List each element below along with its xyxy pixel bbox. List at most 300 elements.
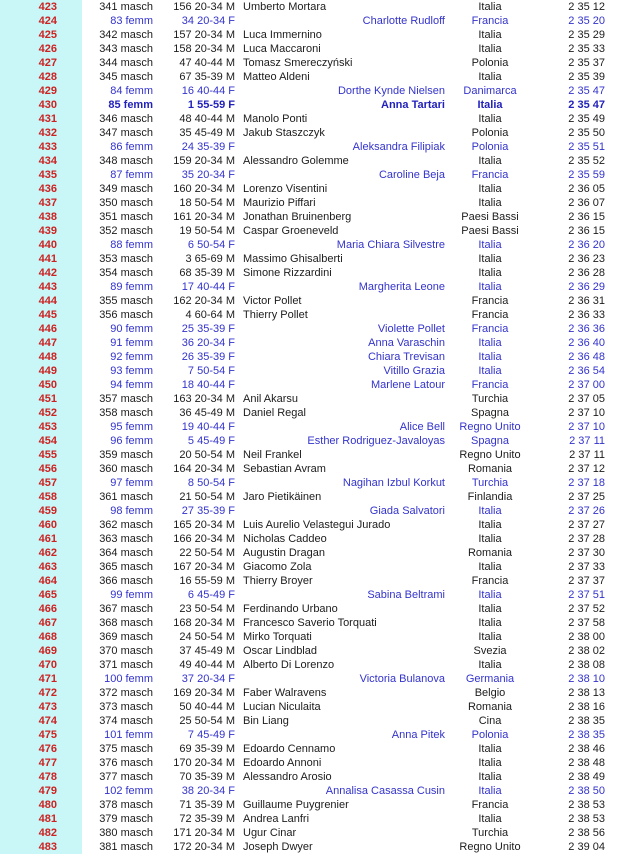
finish-time: 2 38 00 bbox=[568, 631, 605, 643]
athlete-name: Mirko Torquati bbox=[243, 631, 312, 643]
table-row bbox=[0, 378, 618, 392]
age-category-rank: 16 55-59 M bbox=[179, 575, 235, 587]
table-row bbox=[0, 490, 618, 504]
athlete-name: Maurizio Piffari bbox=[243, 197, 316, 209]
country: Italia bbox=[478, 351, 502, 363]
athlete-name: Joseph Dwyer bbox=[243, 841, 313, 853]
table-row bbox=[0, 266, 618, 280]
finish-time: 2 37 58 bbox=[568, 617, 605, 629]
overall-position: 439 bbox=[38, 225, 57, 237]
athlete-name: Violette Pollet bbox=[377, 323, 445, 335]
gender-rank-group: 95 femm bbox=[110, 421, 153, 433]
athlete-name: Neil Frankel bbox=[243, 449, 302, 461]
table-row bbox=[0, 742, 618, 756]
country: Paesi Bassi bbox=[461, 211, 519, 223]
table-row bbox=[0, 154, 618, 168]
gender-rank-group: 368 masch bbox=[99, 617, 153, 629]
table-row bbox=[0, 420, 618, 434]
finish-time: 2 36 15 bbox=[568, 225, 605, 237]
table-row bbox=[0, 350, 618, 364]
age-category-rank: 21 50-54 M bbox=[179, 491, 235, 503]
table-row bbox=[0, 364, 618, 378]
country: Italia bbox=[478, 43, 502, 55]
athlete-name: Matteo Aldeni bbox=[243, 71, 310, 83]
age-category-rank: 164 20-34 M bbox=[173, 463, 235, 475]
table-row bbox=[0, 336, 618, 350]
table-row bbox=[0, 686, 618, 700]
gender-rank-group: 350 masch bbox=[99, 197, 153, 209]
athlete-name: Ugur Cinar bbox=[243, 827, 297, 839]
overall-position: 478 bbox=[38, 771, 57, 783]
athlete-name: Alberto Di Lorenzo bbox=[243, 659, 335, 671]
gender-rank-group: 98 femm bbox=[110, 505, 153, 517]
overall-position: 480 bbox=[38, 799, 57, 811]
table-row bbox=[0, 602, 618, 616]
country: Turchia bbox=[471, 477, 509, 489]
age-category-rank: 6 45-49 F bbox=[187, 589, 235, 601]
athlete-name: Francesco Saverio Torquati bbox=[243, 617, 377, 629]
age-category-rank: 36 20-34 F bbox=[181, 337, 235, 349]
athlete-name: Dorthe Kynde Nielsen bbox=[337, 85, 445, 97]
athlete-name: Tomasz Smereczyński bbox=[243, 57, 353, 69]
table-row bbox=[0, 616, 618, 630]
gender-rank-group: 377 masch bbox=[99, 771, 153, 783]
athlete-name: Simone Rizzardini bbox=[243, 267, 332, 279]
gender-rank-group: 102 femm bbox=[104, 785, 153, 797]
gender-rank-group: 353 masch bbox=[99, 253, 153, 265]
gender-rank-group: 344 masch bbox=[99, 57, 153, 69]
gender-rank-group: 374 masch bbox=[99, 715, 153, 727]
gender-rank-group: 349 masch bbox=[99, 183, 153, 195]
finish-time: 2 36 29 bbox=[568, 281, 605, 293]
table-row bbox=[0, 784, 618, 798]
overall-position: 462 bbox=[38, 547, 57, 559]
finish-time: 2 35 29 bbox=[568, 29, 605, 41]
gender-rank-group: 364 masch bbox=[99, 547, 153, 559]
finish-time: 2 36 54 bbox=[568, 365, 605, 377]
finish-time: 2 36 36 bbox=[568, 323, 605, 335]
age-category-rank: 5 45-49 F bbox=[187, 435, 235, 447]
overall-position: 435 bbox=[38, 169, 57, 181]
gender-rank-group: 345 masch bbox=[99, 71, 153, 83]
country: Spagna bbox=[471, 435, 509, 447]
country: Italia bbox=[478, 29, 502, 41]
gender-rank-group: 346 masch bbox=[99, 113, 153, 125]
age-category-rank: 17 40-44 F bbox=[181, 281, 235, 293]
gender-rank-group: 361 masch bbox=[99, 491, 153, 503]
finish-time: 2 35 59 bbox=[568, 169, 605, 181]
gender-rank-group: 96 femm bbox=[110, 435, 153, 447]
finish-time: 2 35 47 bbox=[568, 85, 605, 97]
age-category-rank: 169 20-34 M bbox=[173, 687, 235, 699]
country: Italia bbox=[478, 743, 502, 755]
athlete-name: Aleksandra Filipiak bbox=[352, 141, 445, 153]
table-row bbox=[0, 812, 618, 826]
age-category-rank: 172 20-34 M bbox=[173, 841, 235, 853]
table-row bbox=[0, 826, 618, 840]
age-category-rank: 168 20-34 M bbox=[173, 617, 235, 629]
table-row bbox=[0, 644, 618, 658]
age-category-rank: 171 20-34 M bbox=[173, 827, 235, 839]
country: Italia bbox=[478, 281, 502, 293]
table-row bbox=[0, 392, 618, 406]
country: Italia bbox=[478, 659, 502, 671]
gender-rank-group: 90 femm bbox=[110, 323, 153, 335]
overall-position: 431 bbox=[38, 113, 57, 125]
finish-time: 2 38 13 bbox=[568, 687, 605, 699]
table-row bbox=[0, 308, 618, 322]
country: Italia bbox=[478, 505, 502, 517]
table-row bbox=[0, 700, 618, 714]
table-row bbox=[0, 182, 618, 196]
gender-rank-group: 83 femm bbox=[110, 15, 153, 27]
age-category-rank: 157 20-34 M bbox=[173, 29, 235, 41]
overall-position: 444 bbox=[38, 295, 57, 307]
country: Italia bbox=[478, 183, 502, 195]
overall-position: 440 bbox=[38, 239, 57, 251]
gender-rank-group: 372 masch bbox=[99, 687, 153, 699]
age-category-rank: 162 20-34 M bbox=[173, 295, 235, 307]
age-category-rank: 159 20-34 M bbox=[173, 155, 235, 167]
finish-time: 2 35 50 bbox=[568, 127, 605, 139]
overall-position: 455 bbox=[38, 449, 57, 461]
gender-rank-group: 378 masch bbox=[99, 799, 153, 811]
country: Francia bbox=[471, 323, 509, 335]
finish-time: 2 37 10 bbox=[568, 421, 605, 433]
overall-position: 447 bbox=[38, 337, 57, 349]
gender-rank-group: 376 masch bbox=[99, 757, 153, 769]
finish-time: 2 37 11 bbox=[569, 435, 605, 447]
table-row bbox=[0, 98, 618, 112]
gender-rank-group: 354 masch bbox=[99, 267, 153, 279]
table-row bbox=[0, 756, 618, 770]
finish-time: 2 35 39 bbox=[568, 71, 605, 83]
finish-time: 2 37 52 bbox=[568, 603, 605, 615]
table-row bbox=[0, 448, 618, 462]
country: Regno Unito bbox=[459, 421, 521, 433]
age-category-rank: 72 35-39 M bbox=[179, 813, 235, 825]
age-category-rank: 47 40-44 M bbox=[179, 57, 235, 69]
overall-position: 472 bbox=[38, 687, 57, 699]
age-category-rank: 20 50-54 M bbox=[179, 449, 235, 461]
table-row bbox=[0, 518, 618, 532]
overall-position: 441 bbox=[38, 253, 57, 265]
overall-position: 456 bbox=[38, 463, 57, 475]
age-category-rank: 7 50-54 F bbox=[187, 365, 235, 377]
gender-rank-group: 89 femm bbox=[110, 281, 153, 293]
overall-position: 482 bbox=[38, 827, 57, 839]
table-row bbox=[0, 238, 618, 252]
finish-time: 2 38 53 bbox=[568, 799, 605, 811]
finish-time: 2 38 49 bbox=[568, 771, 605, 783]
overall-position: 469 bbox=[38, 645, 57, 657]
gender-rank-group: 348 masch bbox=[99, 155, 153, 167]
athlete-name: Luis Aurelio Velastegui Jurado bbox=[243, 519, 391, 531]
finish-time: 2 36 07 bbox=[568, 197, 605, 209]
finish-time: 2 37 30 bbox=[568, 547, 605, 559]
table-row bbox=[0, 84, 618, 98]
finish-time: 2 37 37 bbox=[568, 575, 605, 587]
age-category-rank: 16 40-44 F bbox=[181, 85, 235, 97]
country: Italia bbox=[478, 1, 502, 13]
overall-position: 430 bbox=[38, 99, 57, 111]
age-category-rank: 170 20-34 M bbox=[173, 757, 235, 769]
country: Regno Unito bbox=[459, 841, 521, 853]
table-row bbox=[0, 224, 618, 238]
finish-time: 2 37 05 bbox=[568, 393, 605, 405]
athlete-name: Thierry Broyer bbox=[243, 575, 313, 587]
age-category-rank: 8 50-54 F bbox=[187, 477, 235, 489]
overall-position: 442 bbox=[38, 267, 57, 279]
gender-rank-group: 347 masch bbox=[99, 127, 153, 139]
athlete-name: Caspar Groeneveld bbox=[243, 225, 339, 237]
age-category-rank: 23 50-54 M bbox=[179, 603, 235, 615]
overall-position: 470 bbox=[38, 659, 57, 671]
age-category-rank: 24 50-54 M bbox=[179, 631, 235, 643]
athlete-name: Ferdinando Urbano bbox=[243, 603, 338, 615]
gender-rank-group: 375 masch bbox=[99, 743, 153, 755]
overall-position: 445 bbox=[38, 309, 57, 321]
age-category-rank: 18 40-44 F bbox=[181, 379, 235, 391]
athlete-name: Annalisa Casassa Cusin bbox=[325, 785, 445, 797]
gender-rank-group: 100 femm bbox=[104, 673, 153, 685]
overall-position: 460 bbox=[38, 519, 57, 531]
overall-position: 432 bbox=[38, 127, 57, 139]
country: Germania bbox=[465, 673, 515, 685]
country: Italia bbox=[478, 785, 502, 797]
athlete-name: Vitillo Grazia bbox=[383, 365, 445, 377]
athlete-name: Alice Bell bbox=[399, 421, 445, 433]
age-category-rank: 36 45-49 M bbox=[179, 407, 235, 419]
athlete-name: Guillaume Puygrenier bbox=[243, 799, 349, 811]
gender-rank-group: 370 masch bbox=[99, 645, 153, 657]
finish-time: 2 36 33 bbox=[568, 309, 605, 321]
overall-position: 483 bbox=[38, 841, 57, 853]
gender-rank-group: 380 masch bbox=[99, 827, 153, 839]
overall-position: 427 bbox=[38, 57, 57, 69]
gender-rank-group: 379 masch bbox=[99, 813, 153, 825]
country: Italia bbox=[478, 197, 502, 209]
overall-position: 464 bbox=[38, 575, 57, 587]
overall-position: 481 bbox=[38, 813, 57, 825]
country: Polonia bbox=[471, 729, 509, 741]
age-category-rank: 35 45-49 M bbox=[179, 127, 235, 139]
table-row bbox=[0, 574, 618, 588]
athlete-name: Giada Salvatori bbox=[369, 505, 445, 517]
country: Romania bbox=[467, 463, 513, 475]
table-row bbox=[0, 14, 618, 28]
overall-position: 465 bbox=[38, 589, 57, 601]
finish-time: 2 38 50 bbox=[568, 785, 605, 797]
finish-time: 2 35 47 bbox=[568, 99, 605, 111]
gender-rank-group: 363 masch bbox=[99, 533, 153, 545]
age-category-rank: 22 50-54 M bbox=[179, 547, 235, 559]
athlete-name: Daniel Regal bbox=[243, 407, 306, 419]
country: Polonia bbox=[471, 127, 509, 139]
country: Italia bbox=[478, 365, 502, 377]
finish-time: 2 35 52 bbox=[568, 155, 605, 167]
overall-position: 423 bbox=[38, 1, 57, 13]
finish-time: 2 36 20 bbox=[568, 239, 605, 251]
gender-rank-group: 342 masch bbox=[99, 29, 153, 41]
country: Italia bbox=[478, 267, 502, 279]
table-row bbox=[0, 476, 618, 490]
athlete-name: Anna Varaschin bbox=[368, 337, 445, 349]
age-category-rank: 27 35-39 F bbox=[181, 505, 235, 517]
finish-time: 2 38 35 bbox=[568, 729, 605, 741]
finish-time: 2 35 49 bbox=[568, 113, 605, 125]
finish-time: 2 36 48 bbox=[568, 351, 605, 363]
finish-time: 2 38 08 bbox=[568, 659, 605, 671]
gender-rank-group: 371 masch bbox=[99, 659, 153, 671]
table-row bbox=[0, 42, 618, 56]
gender-rank-group: 355 masch bbox=[99, 295, 153, 307]
country: Francia bbox=[471, 15, 509, 27]
age-category-rank: 67 35-39 M bbox=[179, 71, 235, 83]
table-row bbox=[0, 252, 618, 266]
country: Francia bbox=[471, 309, 509, 321]
age-category-rank: 35 20-34 F bbox=[181, 169, 235, 181]
country: Danimarca bbox=[463, 85, 517, 97]
finish-time: 2 37 51 bbox=[568, 589, 605, 601]
age-category-rank: 70 35-39 M bbox=[179, 771, 235, 783]
gender-rank-group: 92 femm bbox=[110, 351, 153, 363]
country: Francia bbox=[471, 169, 509, 181]
table-row bbox=[0, 210, 618, 224]
athlete-name: Luca Immernino bbox=[243, 29, 322, 41]
gender-rank-group: 88 femm bbox=[110, 239, 153, 251]
athlete-name: Chiara Trevisan bbox=[367, 351, 445, 363]
athlete-name: Jonathan Bruinenberg bbox=[243, 211, 352, 223]
table-row bbox=[0, 840, 618, 854]
overall-position: 454 bbox=[38, 435, 57, 447]
age-category-rank: 167 20-34 M bbox=[173, 561, 235, 573]
age-category-rank: 26 35-39 F bbox=[181, 351, 235, 363]
finish-time: 2 38 16 bbox=[568, 701, 605, 713]
athlete-name: Edoardo Annoni bbox=[243, 757, 322, 769]
overall-position: 458 bbox=[38, 491, 57, 503]
overall-position: 453 bbox=[38, 421, 57, 433]
finish-time: 2 36 31 bbox=[568, 295, 605, 307]
athlete-name: Margherita Leone bbox=[358, 281, 445, 293]
finish-time: 2 38 46 bbox=[568, 743, 605, 755]
overall-position: 446 bbox=[38, 323, 57, 335]
age-category-rank: 25 50-54 M bbox=[179, 715, 235, 727]
finish-time: 2 38 10 bbox=[568, 673, 605, 685]
gender-rank-group: 369 masch bbox=[99, 631, 153, 643]
overall-position: 448 bbox=[38, 351, 57, 363]
age-category-rank: 24 35-39 F bbox=[181, 141, 235, 153]
country: Italia bbox=[478, 337, 502, 349]
gender-rank-group: 381 masch bbox=[99, 841, 153, 853]
athlete-name: Jaro Pietikäinen bbox=[243, 491, 322, 503]
table-row bbox=[0, 714, 618, 728]
overall-position: 452 bbox=[38, 407, 57, 419]
gender-rank-group: 356 masch bbox=[99, 309, 153, 321]
overall-position: 443 bbox=[38, 281, 57, 293]
age-category-rank: 3 65-69 M bbox=[185, 253, 235, 265]
country: Italia bbox=[478, 71, 502, 83]
table-row bbox=[0, 294, 618, 308]
age-category-rank: 68 35-39 M bbox=[179, 267, 235, 279]
gender-rank-group: 359 masch bbox=[99, 449, 153, 461]
country: Italia bbox=[478, 253, 502, 265]
country: Italia bbox=[478, 113, 502, 125]
gender-rank-group: 343 masch bbox=[99, 43, 153, 55]
age-category-rank: 19 50-54 M bbox=[179, 225, 235, 237]
gender-rank-group: 94 femm bbox=[110, 379, 153, 391]
gender-rank-group: 85 femm bbox=[108, 99, 153, 111]
age-category-rank: 49 40-44 M bbox=[179, 659, 235, 671]
table-row bbox=[0, 406, 618, 420]
table-row bbox=[0, 126, 618, 140]
finish-time: 2 39 04 bbox=[568, 841, 605, 853]
athlete-name: Jakub Staszczyk bbox=[243, 127, 325, 139]
gender-rank-group: 341 masch bbox=[99, 1, 153, 13]
country: Francia bbox=[471, 799, 509, 811]
country: Italia bbox=[477, 99, 503, 111]
country: Romania bbox=[467, 547, 513, 559]
athlete-name: Sebastian Avram bbox=[243, 463, 326, 475]
finish-time: 2 38 02 bbox=[568, 645, 605, 657]
overall-position: 471 bbox=[38, 673, 57, 685]
gender-rank-group: 362 masch bbox=[99, 519, 153, 531]
finish-time: 2 36 15 bbox=[568, 211, 605, 223]
athlete-name: Edoardo Cennamo bbox=[243, 743, 336, 755]
finish-time: 2 37 12 bbox=[568, 463, 605, 475]
age-category-rank: 48 40-44 M bbox=[179, 113, 235, 125]
table-row bbox=[0, 434, 618, 448]
age-category-rank: 160 20-34 M bbox=[173, 183, 235, 195]
gender-rank-group: 84 femm bbox=[110, 85, 153, 97]
country: Svezia bbox=[473, 645, 507, 657]
country: Italia bbox=[478, 771, 502, 783]
table-row bbox=[0, 728, 618, 742]
age-category-rank: 71 35-39 M bbox=[179, 799, 235, 811]
table-row bbox=[0, 70, 618, 84]
overall-position: 457 bbox=[38, 477, 57, 489]
gender-rank-group: 360 masch bbox=[99, 463, 153, 475]
country: Italia bbox=[478, 589, 502, 601]
table-row bbox=[0, 770, 618, 784]
country: Polonia bbox=[471, 141, 509, 153]
gender-rank-group: 86 femm bbox=[110, 141, 153, 153]
athlete-name: Nicholas Caddeo bbox=[243, 533, 327, 545]
table-row bbox=[0, 658, 618, 672]
athlete-name: Giacomo Zola bbox=[243, 561, 312, 573]
country: Italia bbox=[478, 533, 502, 545]
athlete-name: Victoria Bulanova bbox=[359, 673, 445, 685]
athlete-name: Massimo Ghisalberti bbox=[243, 253, 343, 265]
country: Paesi Bassi bbox=[461, 225, 519, 237]
country: Italia bbox=[478, 561, 502, 573]
finish-time: 2 37 11 bbox=[569, 449, 605, 461]
country: Turchia bbox=[471, 393, 509, 405]
overall-position: 476 bbox=[38, 743, 57, 755]
country: Turchia bbox=[471, 827, 509, 839]
age-category-rank: 7 45-49 F bbox=[187, 729, 235, 741]
gender-rank-group: 358 masch bbox=[99, 407, 153, 419]
overall-position: 449 bbox=[38, 365, 57, 377]
country: Italia bbox=[478, 603, 502, 615]
overall-position: 424 bbox=[38, 15, 57, 27]
athlete-name: Charlotte Rudloff bbox=[362, 15, 445, 27]
finish-time: 2 36 05 bbox=[568, 183, 605, 195]
finish-time: 2 35 51 bbox=[568, 141, 605, 153]
country: Italia bbox=[478, 617, 502, 629]
finish-time: 2 36 28 bbox=[568, 267, 605, 279]
country: Cina bbox=[478, 715, 502, 727]
